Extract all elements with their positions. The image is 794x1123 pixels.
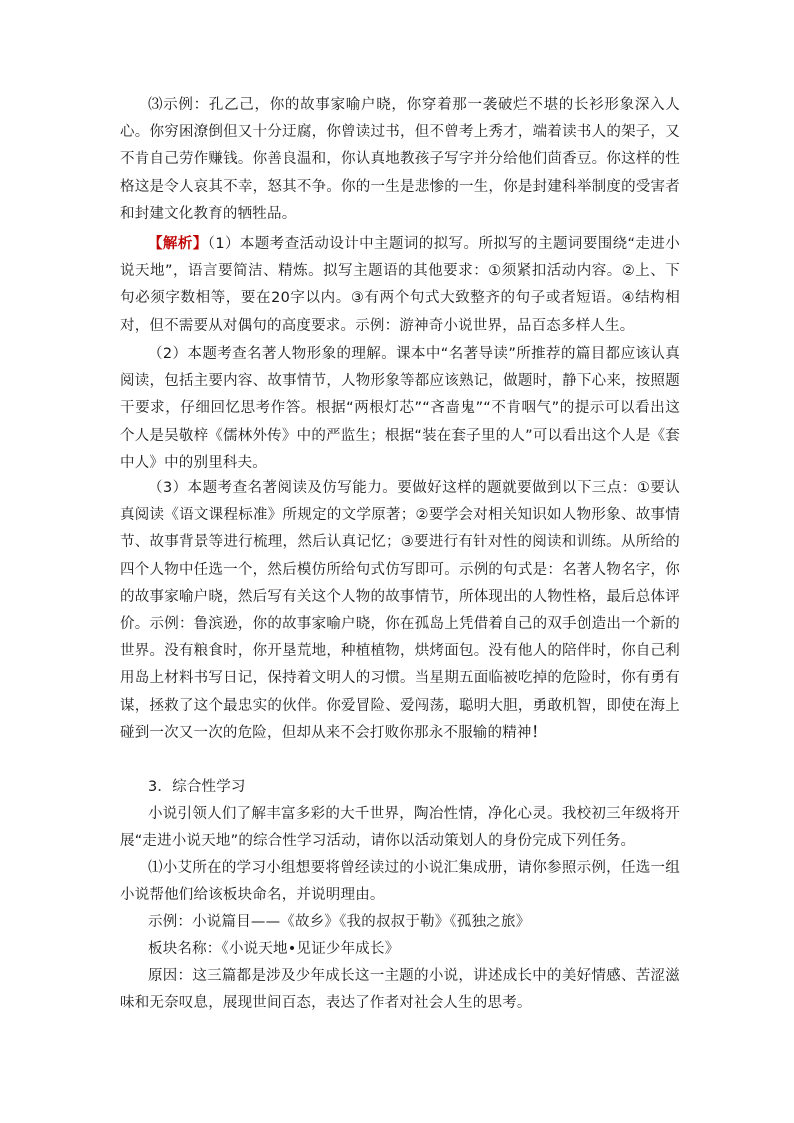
analysis-part3-text: （3）本题考查名著阅读及仿写能力。要做好这样的题就要做到以下三点：①要认真阅读《语文课程标准》所规定的文学原著；②要学会对相关知识如人物形象、故事情节、故事背景等进行梳理，然后认真记忆；③要进行有针对性的阅读和训练。从所给的四个人物中任选一个，然后模仿所给句式仿写即可。示例的句式是：名著人物名字，你的故事家喻户晓，然后写有关这个人物的故事情节，所体现出的人物性格，最后总体评价。示例：鲁滨逊，你的故事家喻户晓，你在孤岛上凭借着自己的双手创造出一个新的世界。没有粮食时，你开垦荒地，种植植物，烘烤面包。没有他人的陪伴时，你自己利用岛上材料书写日记，保持着文明人的习惯。当星期五面临被吃掉的危险时，你有勇有谋，拯救了这个最忠实的伙伴。你爱冒险、爱闯荡，聪明大胆，勇敢机智，即使在海上碰到一次又一次的危险，但却从来不会打败你那永不服输的精神 xyxy=(120,480,680,741)
section3-example-line: 示例：小说篇目——《故乡》《我的叔叔于勒》《孤独之旅》 xyxy=(148,914,531,930)
analysis-part1-text: （1）本题考查活动设计中主题词的拟写。所拟写的主题词要围绕“走进小说天地”，语言要简洁、精炼。拟写主题语的其他要求：①须紧扣活动内容。②上、下句必须字数相等，要在20字以内。③有两个句式大致整齐的句子或者短语。④结构相对，但不需要从对偶句的高度要求。示例：游神奇小说世界，品百态多样人生。 xyxy=(120,236,680,334)
section3-intro: 小说引领人们了解丰富多彩的大千世界，陶冶性情，净化心灵。我校初三年级将开展“走进小说天地”的综合性学习活动，请你以活动策划人的身份完成下列任务。 xyxy=(120,806,680,850)
answer-example-text: 孔乙己，你的故事家喻户晓，你穿着那一袭破烂不堪的长衫形象深入人心。你穷困潦倒但又十分迂腐，你曾读过书，但不曾考上秀才，端着读书人的架子，又不肯自己劳作赚钱。你善良温和，你认真地教孩子写字并分给他们茴香豆。你这样的性格这是令人哀其不幸，怒其不争。你的一生是悲惨的一生，你是封建科举制度的受害者和封建文化教育的牺牲品。 xyxy=(120,97,680,222)
answer-example-paragraph xyxy=(120,92,680,228)
section3-heading: 3．综合性学习 xyxy=(148,779,246,795)
analysis-part1-paragraph xyxy=(120,231,680,340)
answer-example-label: ⑶示例： xyxy=(148,97,209,113)
section3-reason: 原因：这三篇都是涉及少年成长这一主题的小说，讲述成长中的美好情感、苦涩滋味和无奈叹息，展现世间百态，表达了作者对社会人生的思考。 xyxy=(120,968,680,1012)
analysis-part3-paragraph xyxy=(120,475,680,747)
analysis-part2-paragraph: （2）本题考查名著人物形象的理解。课本中“名著导读”所推荐的篇目都应该认真阅读，包括主要内容、故事情节，人物形象等都应该熟记，做题时，静下心来，按照题干要求，仔细回忆思考作答。根据“两根灯芯”“吝啬鬼”“不肯咽气”的提示可以看出这个人是吴敬梓《儒林外传》中的严监生；根据“装在套子里的人”可以看出这个人是《套中人》中的别里科夫。 xyxy=(120,346,680,471)
section3-board-name: 板块名称：《小说天地•见证少年成长》 xyxy=(148,941,400,957)
analysis-part3-end: ！ xyxy=(531,724,547,741)
analysis-tag: 【解析】 xyxy=(148,236,208,252)
section3-question1: ⑴小艾所在的学习小组想要将曾经读过的小说汇集成册，请你参照示例，任选一组小说帮他们给该板块命名，并说明理由。 xyxy=(120,860,680,904)
